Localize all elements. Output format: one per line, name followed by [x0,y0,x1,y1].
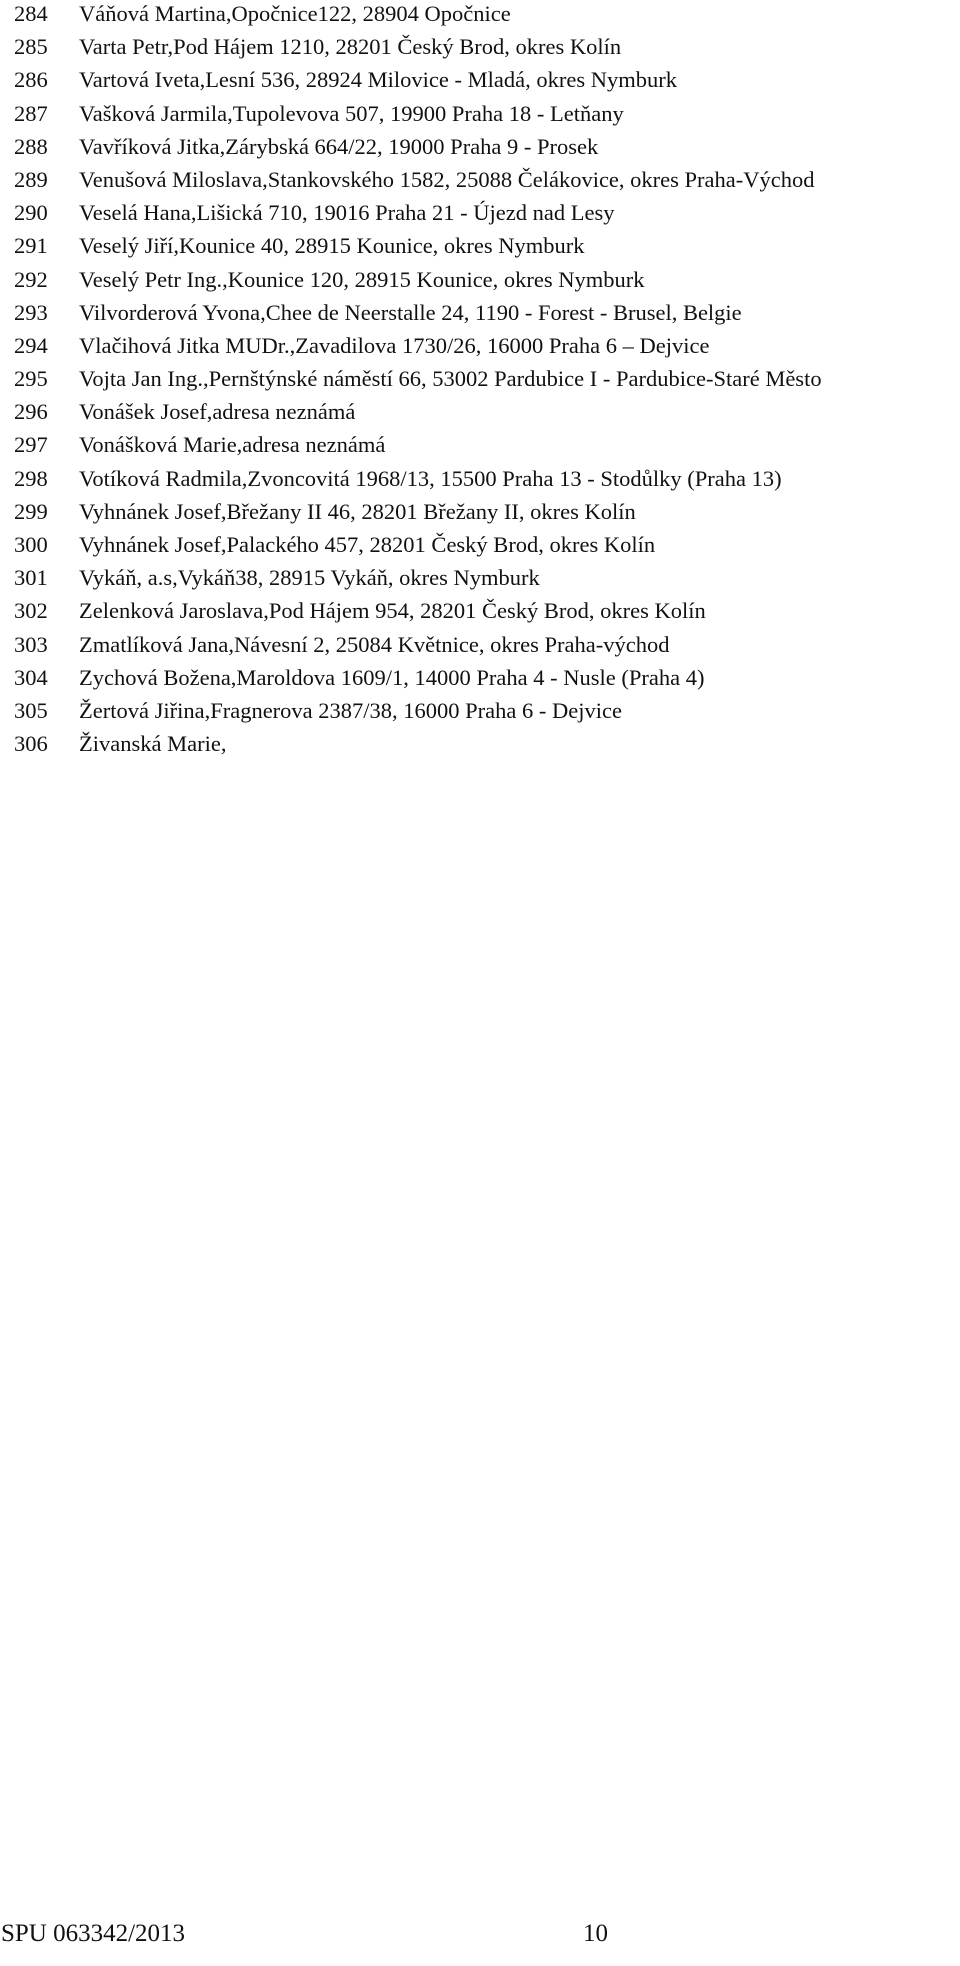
entry-text: Zychová Božena,Maroldova 1609/1, 14000 Praha 4 - Nusle (Praha 4) [79,664,705,690]
entry-number: 298 [14,465,48,491]
entry-number: 299 [14,498,48,524]
list-item [14,397,960,430]
entry-number: 285 [14,34,48,60]
entry-text: Vykáň, a.s,Vykáň38, 28915 Vykáň, okres Nymburk [79,565,540,591]
list-item [14,596,960,629]
entry-number: 300 [14,532,48,557]
entry-text: Živanská Marie, [79,731,227,757]
entry-text: Vojta Jan Ing.,Pernštýnské náměstí 66, 53002 Pardubice I - Pardubice-Staré Město [79,366,822,392]
entry-number: 297 [14,432,48,458]
list-item [14,32,960,65]
entry-number: 296 [14,399,48,425]
list-item [14,265,960,298]
entry-text: Veselý Jiří,Kounice 40, 28915 Kounice, okres Nymburk [79,233,585,259]
entry-text: Vyhnánek Josef,Palackého 457, 28201 Český Brod, okres Kolín [79,532,656,557]
list-item [14,464,960,497]
entry-number: 286 [14,67,48,93]
list-item [14,132,960,165]
entry-number: 295 [14,366,48,392]
list-item [14,65,960,98]
creditor-list [14,0,960,762]
list-item [14,430,960,463]
entry-number: 291 [14,233,48,259]
list-item [14,231,960,264]
list-item [14,0,960,32]
list-item [14,630,960,663]
entry-number: 287 [14,100,48,126]
entry-number: 305 [14,697,48,723]
entry-text: Veselý Petr Ing.,Kounice 120, 28915 Kounice, okres Nymburk [79,266,645,292]
list-item [14,663,960,696]
list-item [14,729,960,762]
entry-number: 284 [14,1,48,26]
entry-text: Votíková Radmila,Zvoncovitá 1968/13, 15500 Praha 13 - Stodůlky (Praha 13) [79,465,782,491]
entry-number: 292 [14,266,48,292]
entry-text: Zmatlíková Jana,Návesní 2, 25084 Květnice, okres Praha-východ [79,631,670,657]
list-item [14,165,960,198]
entry-number: 289 [14,166,48,192]
entry-text: Žertová Jiřina,Fragnerova 2387/38, 16000 Praha 6 - Dejvice [79,697,622,723]
entry-text: Vartová Iveta,Lesní 536, 28924 Milovice - Mladá, okres Nymburk [79,67,677,93]
entry-text: Vyhnánek Josef,Břežany II 46, 28201 Břežany II, okres Kolín [79,498,636,524]
entry-number: 302 [14,598,48,624]
entry-text: Veselá Hana,Lišická 710, 19016 Praha 21 - Újezd nad Lesy [79,200,615,226]
list-item [14,99,960,132]
entry-number: 288 [14,133,48,159]
list-item [14,198,960,231]
entry-number: 301 [14,565,48,591]
list-item [14,563,960,596]
entry-text: Vonášek Josef,adresa neznámá [79,399,356,425]
document-reference: SPU 063342/2013 [1,1920,186,1947]
entry-text: Váňová Martina,Opočnice122, 28904 Opočnice [79,1,511,26]
list-item [14,696,960,729]
list-item [14,530,960,563]
entry-text: Vavříková Jitka,Zárybská 664/22, 19000 Praha 9 - Prosek [79,133,599,159]
list-item [14,364,960,397]
list-item [14,497,960,530]
page-number: 10 [583,1920,608,1947]
entry-text: Vonášková Marie,adresa neznámá [79,432,386,458]
entry-text: Varta Petr,Pod Hájem 1210, 28201 Český Brod, okres Kolín [79,34,622,60]
entry-number: 304 [14,664,48,690]
entry-text: Vilvorderová Yvona,Chee de Neerstalle 24, 1190 - Forest - Brusel, Belgie [79,299,742,325]
entry-text: Vašková Jarmila,Tupolevova 507, 19900 Praha 18 - Letňany [79,100,624,126]
entry-number: 293 [14,299,48,325]
entry-text: Vlačihová Jitka MUDr.,Zavadilova 1730/26, 16000 Praha 6 – Dejvice [79,332,710,358]
entry-number: 303 [14,631,48,657]
entry-number: 294 [14,332,48,358]
entry-text: Venušová Miloslava,Stankovského 1582, 25088 Čelákovice, okres Praha-Východ [79,166,815,192]
entry-text: Zelenková Jaroslava,Pod Hájem 954, 28201 Český Brod, okres Kolín [79,598,706,624]
list-item [14,331,960,364]
entry-number: 306 [14,731,48,757]
entry-number: 290 [14,200,48,226]
list-item [14,298,960,331]
page-footer [0,1916,960,1952]
